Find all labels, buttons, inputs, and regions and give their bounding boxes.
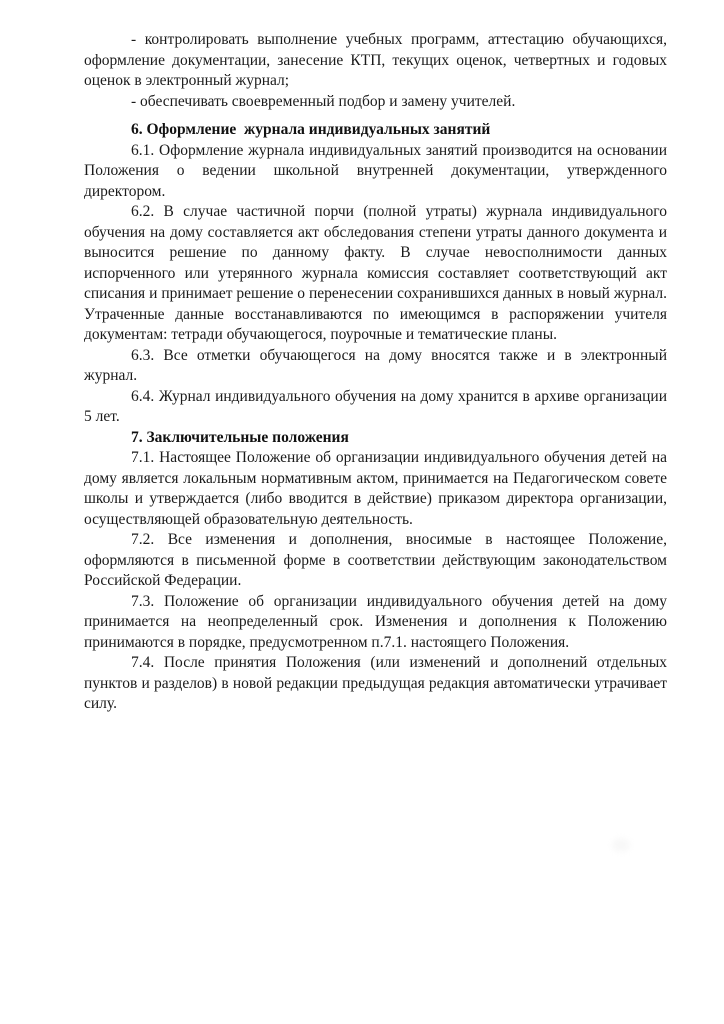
paragraph-7-4: 7.4. После принятия Положения (или изменений и дополнений отдельных пунктов и разделов) в новой редакции предыдущая редакция автоматически утрачивает силу. — [84, 654, 671, 712]
paragraph-7-3: 7.3. Положение об организации индивидуального обучения детей на дому принимается на неопределенный срок. Изменения и дополнения к Положению принимаются в порядке, предусмотренном п.7.1. настоящего Положения. — [84, 592, 671, 651]
paragraph-list-item-control: - контролировать выполнение учебных программ, аттестацию обучающихся, оформление документации, занесение КТП, текущих оценок, четвертных и годовых оценок в электронный журнал; — [84, 31, 671, 89]
paragraph-6-1: 6.1. Оформление журнала индивидуальных занятий производится на основании Положения о ведении школьной внутренней документации, утвержденного директором. — [84, 141, 671, 200]
paragraph-list-item-staffing: - обеспечивать своевременный подбор и замену учителей. — [131, 92, 516, 110]
document-content — [84, 30, 671, 715]
section-heading-6: 6. Оформление журнала индивидуальных занятий — [131, 121, 491, 138]
section-heading-7: 7. Заключительные положения — [131, 428, 349, 446]
paragraph-6-2: 6.2. В случае частичной порчи (полной утраты) журнала индивидуального обучения на дому составляется акт обследования степени утраты данного документа и выносится решение по данному факту. В случае невосполнимости данных испорченного или утерянного журнала комиссия составляет соответствующий акт списания и принимает решение о перенесении сохранившихся данных в новый журнал. Утраченные данные восстанавливаются по имеющимся в распоряжении учителя документам: тетради обучающегося, поурочные и тематические планы. — [84, 203, 671, 343]
scan-artifact — [612, 838, 630, 852]
paragraph-7-2: 7.2. Все изменения и дополнения, вносимые в настоящее Положение, оформляются в письменной форме в соответствии действующим законодательством Российской Федерации. — [84, 531, 671, 589]
paragraph-6-3: 6.3. Все отметки обучающегося на дому вносятся также и в электронный журнал. — [84, 346, 671, 384]
paragraph-6-4: 6.4. Журнал индивидуального обучения на дому хранится в архиве организации 5 лет. — [84, 387, 671, 425]
paragraph-7-1: 7.1. Настоящее Положение об организации индивидуального обучения детей на дому является локальным нормативным актом, принимается на Педагогическом совете школы и утверждается (либо вводится в действие) приказом директора организации, осуществляющей образовательную деятельность. — [84, 449, 671, 528]
